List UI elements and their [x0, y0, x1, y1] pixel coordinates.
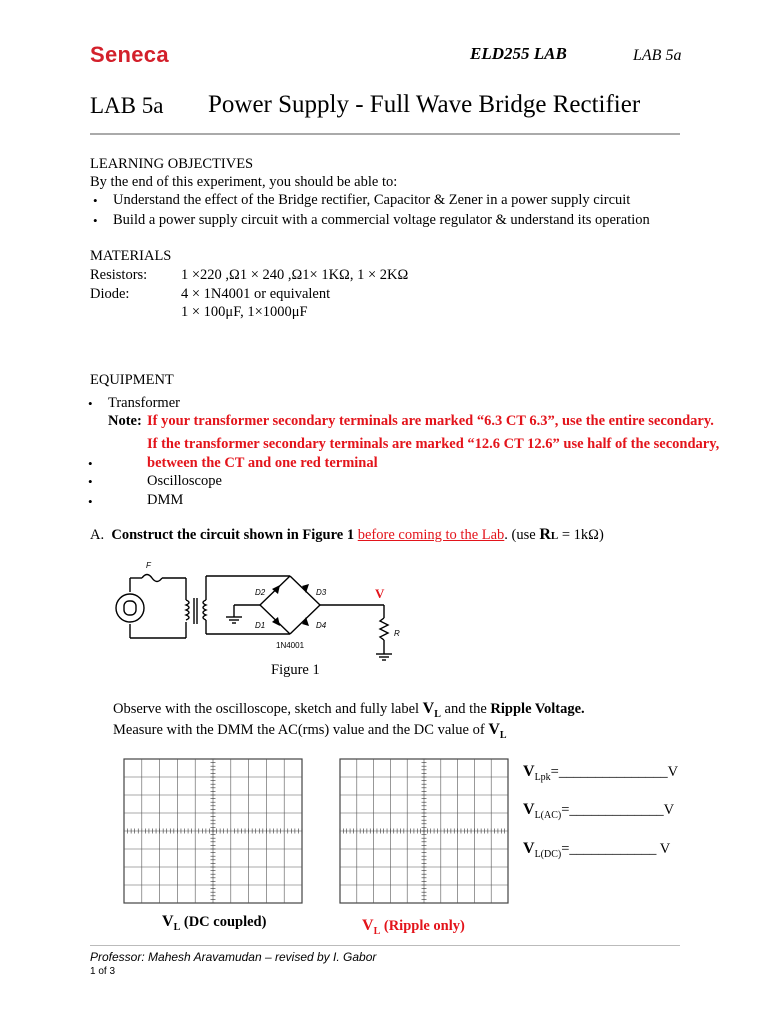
- section-a-instruction: [90, 526, 604, 544]
- objectives-heading: LEARNING OBJECTIVES: [90, 156, 254, 172]
- note-line-3: between the CT and one red terminal: [147, 455, 378, 471]
- measure-instruction: Measure with the DMM the AC(rms) value and the DC value of $V_L$: [113, 721, 507, 742]
- footer-professor: Professor: Mahesh Aravamudan – revised by I. Gabor: [90, 950, 377, 964]
- oscilloscope-grid-ripple[interactable]: [339, 758, 509, 904]
- seneca-logo: Seneca: [90, 42, 169, 67]
- caption-text: (DC coupled): [180, 914, 267, 930]
- d2-label: D2: [255, 588, 266, 597]
- equipment-oscilloscope: Oscilloscope: [147, 473, 222, 489]
- d3-label: D3: [316, 588, 327, 597]
- objectives-intro: By the end of this experiment, you should be able to:: [90, 174, 398, 190]
- vlac-field[interactable]: $V_{L(AC)}=\_\_\_\_\_\_\_\_\_\_\_\_\_V$: [523, 801, 675, 821]
- figure-caption: Figure 1: [271, 662, 320, 678]
- objective-item: Build a power supply circuit with a commercial voltage regulator & understand its operation: [113, 212, 650, 228]
- vldc-field[interactable]: $V_{L(DC)}=\_\_\_\_\_\_\_\_\_\_\_\_$ V: [523, 840, 671, 860]
- note-label: Note:: [108, 413, 142, 429]
- bullet-icon: •: [93, 193, 98, 208]
- load-resistor-icon: [380, 618, 388, 640]
- caption-sub: L: [373, 925, 381, 937]
- rl-symbol: R: [539, 526, 551, 543]
- observe-mid: and the: [440, 701, 491, 717]
- note-line-1: If your transformer secondary terminals are marked “6.3 CT 6.3”, use the entire secondary.: [147, 413, 714, 429]
- objective-item: Understand the effect of the Bridge rectifier, Capacitor & Zener in a power supply circuit: [113, 192, 631, 208]
- ripple-voltage-bold: Ripple Voltage.: [490, 701, 585, 717]
- materials-heading: MATERIALS: [90, 248, 172, 264]
- page-title: Power Supply - Full Wave Bridge Rectifier: [208, 91, 641, 118]
- caption-sub: L: [173, 921, 181, 933]
- vldc-subscript: L(DC): [534, 848, 562, 860]
- equipment-dmm: DMM: [147, 492, 184, 508]
- lab-tag: LAB 5a: [633, 47, 682, 64]
- caption-v: V: [162, 913, 174, 930]
- observe-instruction: Observe with the oscilloscope, sketch and fully label $V_L$ and the Ripple Voltage.: [113, 700, 585, 721]
- measure-text: Measure with the DMM the AC(rms) value and the DC value of: [113, 722, 489, 738]
- vlpk-blank: =_______________V: [550, 764, 679, 780]
- vl-label: V: [375, 586, 385, 601]
- diode-label: Diode:: [90, 286, 130, 302]
- capacitors-value: 1 × 100μF, 1×1000μF: [181, 304, 308, 320]
- vldc-blank: =____________ V: [561, 841, 671, 857]
- equipment-heading: EQUIPMENT: [90, 372, 174, 388]
- transformer-secondary-icon: [203, 600, 206, 620]
- course-code: ELD255 LAB: [470, 44, 567, 63]
- bullet-icon: •: [88, 494, 93, 509]
- d1-label: D1: [255, 621, 266, 630]
- equipment-transformer: Transformer: [108, 395, 180, 411]
- bullet-icon: •: [88, 474, 93, 489]
- before-lab-emphasis: before coming to the Lab: [357, 527, 505, 543]
- instruction-text: Construct the circuit shown in Figure 1: [111, 527, 355, 543]
- bullet-icon: •: [88, 456, 93, 471]
- note-line-2: If the transformer secondary terminals are marked “12.6 CT 12.6” use half of the secondary,: [147, 436, 720, 452]
- ripple-only-caption: [362, 917, 465, 937]
- dc-coupled-caption: [162, 913, 266, 933]
- use-prefix: . (use: [504, 527, 540, 543]
- vlpk-subscript: Lpk: [534, 771, 551, 783]
- part-label: 1N4001: [276, 641, 305, 650]
- title-divider: [90, 133, 680, 135]
- vlac-blank: =_____________V: [561, 802, 675, 818]
- diode-icons: [272, 584, 309, 626]
- resistors-value: 1 ×220 ,Ω1 × 240 ,Ω1× 1KΩ, 1 × 2KΩ: [181, 267, 409, 283]
- d4-label: D4: [316, 621, 327, 630]
- transformer-primary-icon: [186, 600, 189, 620]
- fuse-icon: [142, 575, 162, 582]
- ac-source-icon: [116, 594, 144, 622]
- page-number: 1 of 3: [90, 966, 116, 977]
- vlpk-field[interactable]: $V_{Lpk}=\_\_\_\_\_\_\_\_\_\_\_\_\_\_\_V$: [523, 763, 679, 783]
- rl-subscript: L: [550, 530, 559, 542]
- oscilloscope-grid-dc[interactable]: [123, 758, 303, 904]
- caption-text: (Ripple only): [380, 918, 465, 934]
- resistors-label: Resistors:: [90, 267, 148, 283]
- rectifier-circuit-diagram: [112, 556, 422, 676]
- diode-value: 4 × 1N4001 or equivalent: [181, 286, 331, 302]
- footer-divider: [90, 945, 680, 946]
- rl-label: R: [394, 629, 400, 638]
- rl-value: = 1kΩ): [558, 527, 604, 543]
- observe-prefix: Observe with the oscilloscope, sketch and fully label: [113, 701, 423, 717]
- caption-v: V: [362, 917, 374, 934]
- bullet-icon: •: [93, 213, 98, 228]
- lab-number: LAB 5a: [90, 93, 164, 118]
- fuse-label: F: [146, 561, 151, 570]
- bullet-icon: •: [88, 396, 93, 411]
- vlac-subscript: L(AC): [534, 809, 562, 821]
- section-letter: A.: [90, 527, 105, 543]
